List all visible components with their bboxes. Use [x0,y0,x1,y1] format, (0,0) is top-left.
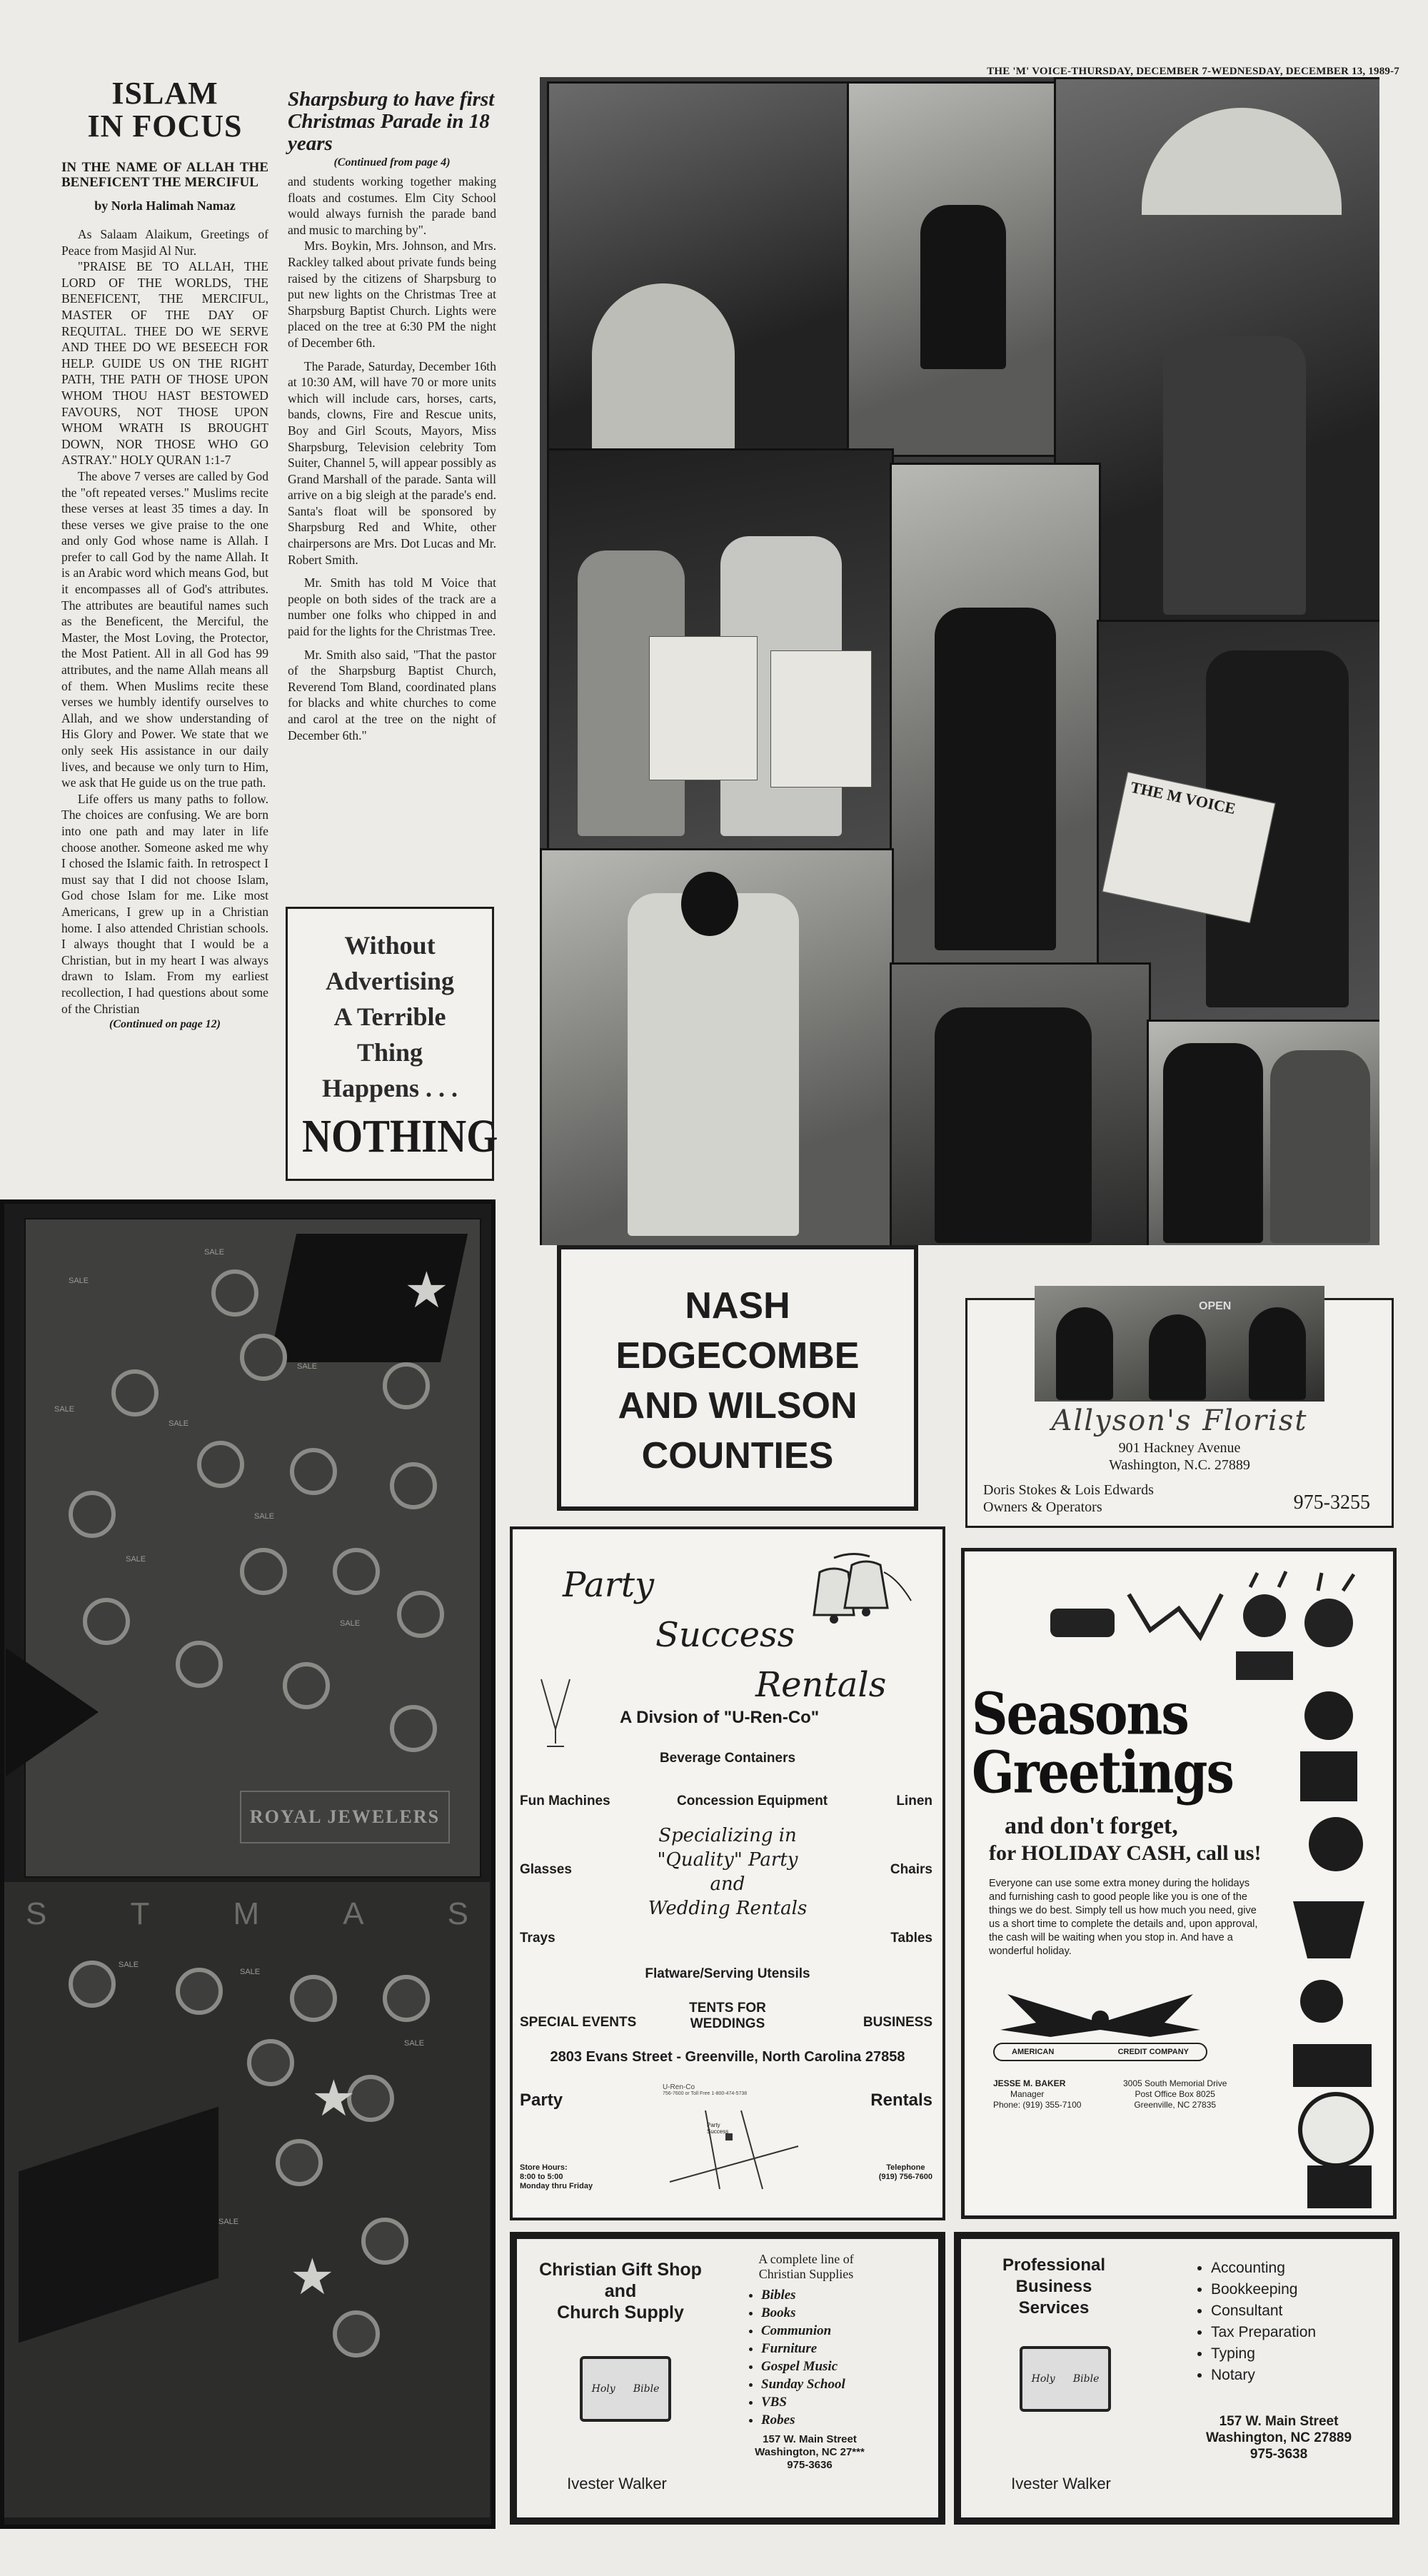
photo-newsstand [847,81,1058,457]
banner-letter: S [26,1896,47,1931]
sharpsburg-continued-from: (Continued from page 4) [333,156,451,168]
party-beverage: Beverage Containers [659,1751,796,1766]
christian-item: • Sunday School [761,2375,845,2393]
professional-inner [961,2239,1392,2517]
islam-subhead: IN THE NAME OF ALLAH THE BENEFICENT THE MERCIFUL [61,160,268,190]
party-title-success: Success [655,1615,795,1655]
person-silhouette [920,205,1006,369]
company-left: AMERICAN [1012,2048,1055,2056]
advertising-line: Happens . . . [321,1074,458,1102]
professional-name [975,2255,1132,2319]
seasons-forget: and don't forget, [1005,1813,1178,1839]
reindeer-decoration [965,1566,1393,1694]
party-bottom-party: Party [520,2091,563,2110]
seasons-line1: Seasons [972,1679,1188,1749]
ring-icon [240,1548,287,1595]
christian-ad [510,2232,945,2525]
allyson-ad [965,1298,1394,1528]
christian-address [738,2433,881,2472]
ring-icon [176,1641,223,1688]
party-address: 2803 Evans Street - Greenville, North Carolina 27858 [550,2049,905,2065]
professional-item: • Tax Preparation [1211,2322,1316,2343]
photo-woman-counter [890,962,1151,1245]
glasses-svg [534,1672,577,1751]
store-hours-line: Monday thru Friday [520,2182,593,2190]
allyson-name: Allyson's Florist [1051,1404,1308,1437]
professional-item: • Typing [1211,2343,1316,2365]
ring-icon [247,2039,294,2086]
photo-two-people [1147,1020,1379,1245]
party-specializing-line: and [710,1873,745,1895]
sale-tag: SALE [240,1968,261,1976]
professional-item: • Notary [1211,2365,1316,2386]
professional-street: 157 W. Main Street [1219,2414,1339,2429]
party-trays: Trays [520,1931,555,1946]
ring-icon [240,1334,287,1381]
ring-icon [333,1548,380,1595]
credit-company-banner [993,2043,1207,2061]
manager-phone: Phone: (919) 355-7100 [993,2100,1082,2110]
jewelers-panel-upper [24,1218,481,1878]
professional-ad [954,2232,1399,2525]
islam-byline: by Norla Halimah Namaz [94,198,236,213]
nash-line: AND WILSON [618,1385,858,1427]
sharpsburg-paragraph: The Parade, Saturday, December 16th at 10:30 AM, will have 70 or more units which will include cars, horses, carts, bands, clowns, Fire and Rescue units, Boy and Girl Scouts, Mayors, Miss Sharpsburg, Television celebrity Tom Suiter, Channel 5, will appear possibly as Grand Marshall of the parade. Santa will arrive on a big sleigh at the parade's end. Santa's float will be sponsored by Sharpsburg Red and White, other chairpersons are Mrs. Dot Lucas and Mr. Robert Smith. [288,358,496,567]
address-line: 3005 South Memorial Drive [1123,2078,1227,2088]
photo-building [547,81,851,457]
allyson-phone: 975-3255 [1293,1491,1370,1514]
sharpsburg-paragraph: Mr. Smith has told M Voice that people on both sides of the track are a number one folks who chipped in and paid for the lights for the Christmas Tree. [288,575,496,639]
store-hours-line: 8:00 to 5:00 [520,2173,563,2181]
fan-shape [1142,108,1342,215]
held-newspaper [770,650,872,788]
christian-intro-line: Christian Supplies [758,2267,854,2281]
jewelers-panel-lower [4,1882,490,2517]
masthead: THE 'M' VOICE-THURSDAY, DECEMBER 7-WEDNESDAY, DECEMBER 13, 1989-7 [987,66,1399,77]
sale-tag: SALE [204,1248,225,1257]
christian-item: • Furniture [761,2340,845,2358]
allyson-photo [1035,1286,1324,1402]
banner-letter: M [233,1896,260,1931]
black-triangle-shape [6,1648,99,1776]
seasons-ad [961,1548,1397,2219]
christian-intro [738,2252,874,2282]
black-diamond-shape [19,2107,218,2343]
professional-name-line: Business [1015,2277,1092,2296]
ring-icon [390,1462,437,1509]
photo-collage [540,77,1379,1245]
party-store-hours [520,2163,593,2191]
person-silhouette [935,608,1056,950]
allyson-owners-line2: Owners & Operators [983,1499,1102,1515]
nash-box [557,1245,918,1511]
professional-item: • Bookkeeping [1211,2279,1316,2300]
map-title: U-Ren-Co [663,2083,695,2091]
ring-icon [176,1968,223,2015]
party-glasses: Glasses [520,1862,572,1877]
sharpsburg-paragraph: Mr. Smith also said, "That the pastor of the Sharpsburg Baptist Church, Reverend Tom Bland, coordinated plans for blacks and white churches to come and carol at the tree on the night of December 6th." [288,647,496,743]
christian-intro-line: A complete line of [758,2252,854,2266]
advertising-box [286,907,498,1181]
christian-item: • Bibles [761,2286,845,2304]
christian-item: • Communion [761,2322,845,2340]
party-title-party: Party [563,1565,655,1605]
person-silhouette [935,1007,1092,1243]
ring-icon [276,2139,323,2186]
company-right: CREDIT COMPANY [1117,2048,1189,2056]
banner-letter: S [447,1896,468,1931]
glasses-icon [534,1672,577,1751]
christian-name [531,2259,710,2323]
christian-city: Washington, NC 27*** [755,2446,865,2458]
party-tents-line: TENTS FOR [689,2001,766,2016]
islam-title-line2: IN FOCUS [87,109,243,144]
photo-officer [890,463,1101,967]
head-shape [681,872,738,936]
bible-label-right: Bible [1072,2373,1100,2385]
bible-label-right: Bible [633,2383,660,2395]
professional-item: • Consultant [1211,2300,1316,2322]
sale-tag: SALE [126,1555,146,1564]
christian-name-line: and [604,2281,637,2301]
bells-icon [791,1551,912,1636]
sharpsburg-paragraph: and students working together making floats and costumes. Elm City School would always furnish the parade band and music to marching by". [288,174,496,237]
advertising-line: A Terrible [333,1002,446,1031]
allyson-owners-line1: Doris Stokes & Lois Edwards [983,1482,1154,1498]
ring-icon [361,2218,408,2265]
map-phone: 756-7600 or Toll Free 1-800-474-5738 [663,2091,748,2096]
professional-address [1197,2413,1361,2462]
party-ad [510,1526,945,2220]
party-flatware: Flatware/Serving Utensils [645,1966,810,1981]
party-bottom-rentals: Rentals [870,2091,932,2110]
sale-tag: SALE [119,1961,139,1969]
store-hours-line: Store Hours: [520,2163,568,2172]
party-special: SPECIAL EVENTS [520,2015,637,2030]
professional-item: • Accounting [1211,2258,1316,2279]
ring-icon [397,1591,444,1638]
address-line: Greenville, NC 27835 [1134,2100,1217,2110]
ring-icon [390,1705,437,1752]
islam-paragraph: Life offers us many paths to follow. The choices are confusing. We are born into one path and may later in life choose another. Someone asked me why I chosed the Islamic faith. In retrospect I must say that I did not choose Islam, God chose Islam for me. Like most Americans, I grew up in a Christian home. I also attended Christian schools. I always thought that I would be a Christian, but in my heart I was always drawn to Islam. From my earliest recollection, I had questions about some of the Christian [61,791,268,1016]
party-linen: Linen [896,1793,932,1808]
map-svg [663,2096,805,2196]
christian-phone: 975-3636 [787,2459,833,2471]
islam-column [61,77,268,1031]
professional-items [1197,2258,1316,2386]
jewelers-logo [240,1791,450,1843]
christian-owner: Ivester Walker [567,2475,667,2492]
party-map [663,2083,805,2212]
party-telephone [879,2163,932,2182]
party-fun: Fun Machines [520,1793,610,1808]
party-specializing-line: Specializing in [658,1825,797,1846]
sharpsburg-body [288,173,496,743]
dome-shape [592,283,735,455]
christian-street: 157 W. Main Street [763,2433,857,2445]
professional-name-line: Services [1018,2298,1090,2318]
newspaper-title: THE M VOICE [1129,778,1237,818]
ring-icon [69,1961,116,2008]
map-label: Party Success [707,2122,729,2135]
christian-items [747,2286,845,2429]
ring-icon [290,1448,337,1495]
ring-icon [283,1662,330,1709]
christian-inner [517,2239,938,2517]
party-business: BUSINESS [863,2015,932,2030]
bible-icon [580,2356,671,2422]
ring-icon [211,1269,258,1317]
party-specializing [513,1823,942,1921]
bible-label-left: Holy [591,2383,615,2395]
ring-icon [83,1598,130,1645]
sale-tag: SALE [254,1512,275,1521]
photo-man-coat [540,848,894,1245]
sale-tag: SALE [297,1362,318,1371]
seasons-line2: Greetings [972,1738,1233,1807]
manager-name: JESSE M. BAKER [993,2078,1066,2088]
professional-name-line: Professional [1002,2255,1106,2275]
person-silhouette [1149,1314,1206,1400]
ring-icon [333,2310,380,2358]
islam-title [61,77,268,143]
islam-title-line1: ISLAM [111,76,218,111]
islam-body [61,226,268,1017]
sale-tag: SALE [340,1619,361,1628]
professional-city: Washington, NC 27889 [1205,2430,1352,2445]
manager-title: Manager [1010,2089,1045,2099]
christian-item: • Books [761,2304,845,2322]
seasons-body: Everyone can use some extra money during the holidays and furnishing cash to good people like you is one of the things we do best. Simply tell us how much you need, give us a short time to complete the details and, upon approval, the cash will be waiting when you stop in. And have a wonderful holiday. [989,1878,1258,1957]
seasons-manager [993,2078,1081,2110]
bible-icon [1020,2346,1111,2412]
ring-icon [383,1362,430,1409]
advertising-line: Without [344,931,436,960]
banner-letter: T [130,1896,150,1931]
sale-tag: SALE [404,2039,425,2048]
sharpsburg-paragraph: Mrs. Boykin, Mrs. Johnson, and Mrs. Rackley talked about private funds being raised by the citizens of Sharpsburg to put new lights on the Christmas Tree at Sharpsburg Baptist Church. Lights were placed on the tree at 6:30 PM the night of December 6th. [288,238,496,350]
allyson-city: Washington, N.C. 27889 [1109,1457,1250,1473]
person-silhouette [1163,1043,1263,1243]
party-chairs: Chairs [890,1862,932,1877]
person-silhouette [628,893,799,1236]
party-title-rentals: Rentals [755,1665,887,1705]
person-silhouette [1163,336,1306,615]
sharpsburg-column [288,89,496,743]
telephone-number: (919) 756-7600 [878,2173,932,2181]
held-newspaper [649,636,758,780]
bible-label-left: Holy [1031,2373,1055,2385]
seasons-cash: for HOLIDAY CASH, call us! [989,1841,1262,1865]
ring-icon [197,1441,244,1488]
christian-item: • Robes [761,2411,845,2429]
nash-line: COUNTIES [641,1435,834,1476]
ring-icon [383,1975,430,2022]
allyson-street: 901 Hackney Avenue [1118,1440,1241,1456]
open-sign: OPEN [1199,1300,1232,1312]
islam-paragraph: As Salaam Alaikum, Greetings of Peace from Masjid Al Nur. [61,227,268,258]
sale-tag: SALE [54,1405,75,1414]
sale-tag: SALE [218,2218,239,2226]
advertising-line: Thing [356,1038,423,1067]
advertising-line: Advertising [326,967,454,995]
party-specializing-line: "Quality" Party [657,1849,798,1871]
professional-phone: 975-3638 [1250,2447,1308,2462]
party-tables: Tables [890,1931,932,1946]
islam-continued: (Continued on page 12) [109,1018,221,1031]
telephone-label: Telephone [886,2163,925,2172]
address-line: Post Office Box 8025 [1135,2089,1215,2099]
nash-line: EDGECOMBE [615,1335,860,1377]
professional-owner: Ivester Walker [1011,2475,1111,2492]
christian-name-line: Church Supply [557,2303,684,2323]
person-silhouette [1056,1307,1113,1400]
star-icon: ★ [404,1264,449,1319]
nash-line: NASH [685,1285,790,1327]
sharpsburg-title: Sharpsburg to have first Christmas Parade in 18 years [288,88,495,155]
party-division: A Divsion of "U-Ren-Co" [620,1708,820,1727]
bells-svg [791,1551,912,1636]
christian-item: • Gospel Music [761,2358,845,2375]
islam-paragraph: The above 7 verses are called by God the "oft repeated verses." Muslims recite these verses at least 35 times a day. In these verses we give praise to the one and only God whose name is Allah. I prefer to call God by the name Allah. It is an Arabic word which means God, but it encompasses all of God's attributes. The attributes are beautiful names such as the Beneficent, the Merciful, the Master, the Most Loving, the Protector, the Most Patient. All in all God has 99 attributes, and the name Allah means all of them. When Muslims recite these verses we humbly identify ourselves to Allah, and we show understanding of His Glory and Power. We state that we only seek His assistance in our daily lives, and because we only turn to Him, we ask that He guide us on the true path. [61,468,268,790]
christian-name-line: Christian Gift Shop [539,2260,702,2280]
jewelers-letters [26,1896,468,1932]
party-specializing-line: Wedding Rentals [648,1898,808,1919]
sale-tag: SALE [169,1419,189,1428]
party-concession: Concession Equipment [677,1793,828,1808]
person-silhouette [1270,1050,1370,1243]
allyson-owners [983,1481,1154,1516]
ring-icon [290,1975,337,2022]
star-icon: ★ [290,2250,335,2305]
advertising-nothing: NOTHING [302,1110,498,1162]
banner-letter: A [343,1896,364,1931]
sale-tag: SALE [69,1277,89,1285]
seasons-address [1123,2078,1227,2110]
santa-decoration [1272,1687,1386,2215]
person-silhouette [1249,1307,1306,1400]
islam-paragraph: "PRAISE BE TO ALLAH, THE LORD OF THE WORLDS, THE BENEFICENT, THE MERCIFUL, MASTER OF THE DAY OF REQUITAL. THEE DO WE SERVE AND THEE DO WE BESEECH FOR HELP. GUIDE US ON THE RIGHT PATH, THE PATH OF THOSE UPON WHOM THOU HAST BESTOWED FAVOURS, NOT THOSE UPON WHOM WRATH IS BROUGHT DOWN, NOR THOSE WHO GO ASTRAY." HOLY QURAN 1:1-7 [61,259,268,468]
star-icon: ★ [311,2072,356,2127]
photo-woman-fan [1054,77,1379,624]
jewelers-ad [0,1199,496,2529]
jewelers-name: ROYAL JEWELERS [249,1806,441,1827]
party-tents-line: WEDDINGS [690,2016,765,2031]
christian-item: • VBS [761,2393,845,2411]
ring-icon [111,1369,159,1417]
ring-icon [69,1491,116,1538]
photo-two-men [547,448,894,852]
